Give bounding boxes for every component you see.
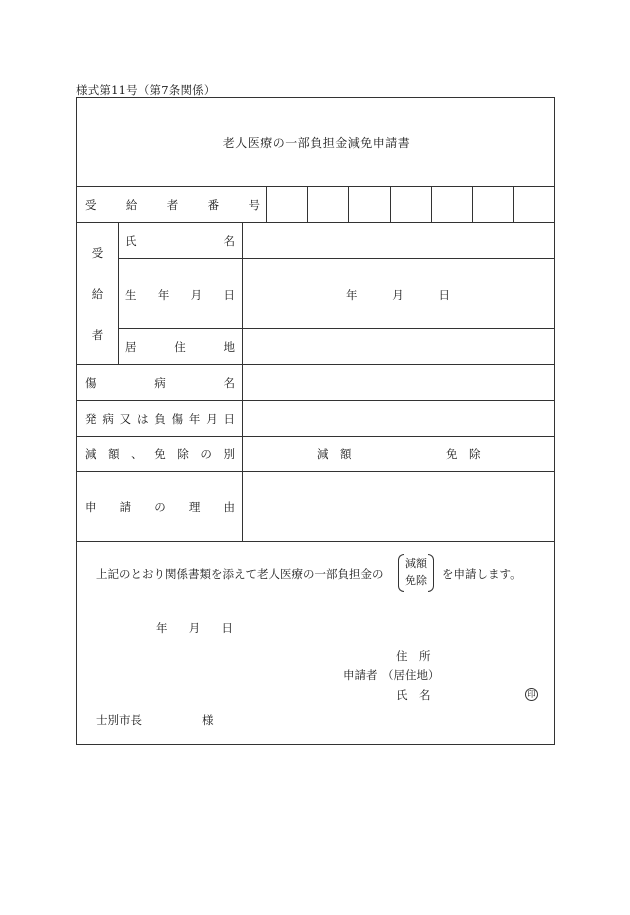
recipient-number-field[interactable] — [267, 187, 554, 222]
recipient-group-label: 受 給 者 — [91, 246, 104, 342]
option-reduction[interactable]: 減 額 — [317, 447, 352, 461]
divider — [77, 541, 554, 542]
address-field[interactable] — [243, 329, 554, 364]
applicant-address-label: 住 所 — [396, 649, 431, 663]
recipient-number-label: 受 給 者 番 号 — [85, 198, 260, 212]
birthdate-label: 生 年 月 日 — [125, 288, 235, 302]
divider — [77, 436, 554, 437]
honorific: 様 — [202, 713, 214, 727]
residence-label: （居住地） — [382, 668, 440, 682]
form-number: 様式第11号（第7条関係） — [76, 83, 216, 97]
applicant-label: 申請者 — [343, 668, 378, 682]
declaration-text: 上記のとおり関係書類を添えて老人医療の一部負担金の — [96, 567, 384, 581]
declaration-text-end: を申請します。 — [442, 567, 522, 581]
seal-mark: 印 — [525, 688, 538, 701]
birthdate-field[interactable]: 年 月 日 — [346, 288, 450, 302]
applicant-name-label: 氏 名 — [396, 688, 431, 702]
divider — [118, 258, 554, 259]
disease-name-label: 傷 病 名 — [85, 376, 235, 390]
brace-option-reduction[interactable]: 減額 — [405, 557, 427, 570]
onset-date-label: 発 病 又 は 負 傷 年 月 日 — [85, 412, 235, 426]
reduction-type-label: 減 額 、 免 除 の 別 — [85, 447, 235, 461]
disease-name-field[interactable] — [243, 365, 554, 400]
option-exemption[interactable]: 免 除 — [446, 447, 481, 461]
form-title: 老人医療の一部負担金減免申請書 — [222, 136, 411, 150]
application-date[interactable]: 年 月 日 — [156, 621, 233, 635]
name-label: 氏 名 — [125, 234, 235, 248]
option-brace — [398, 554, 434, 592]
divider — [118, 222, 119, 364]
reason-field[interactable] — [243, 472, 554, 541]
address-label: 居 住 地 — [125, 340, 235, 354]
application-form — [76, 97, 555, 745]
brace-option-exemption[interactable]: 免除 — [405, 574, 427, 587]
onset-date-field[interactable] — [243, 401, 554, 436]
reason-label: 申 請 の 理 由 — [85, 500, 235, 514]
addressee: 士別市長 — [96, 713, 142, 727]
name-field[interactable] — [243, 223, 554, 258]
